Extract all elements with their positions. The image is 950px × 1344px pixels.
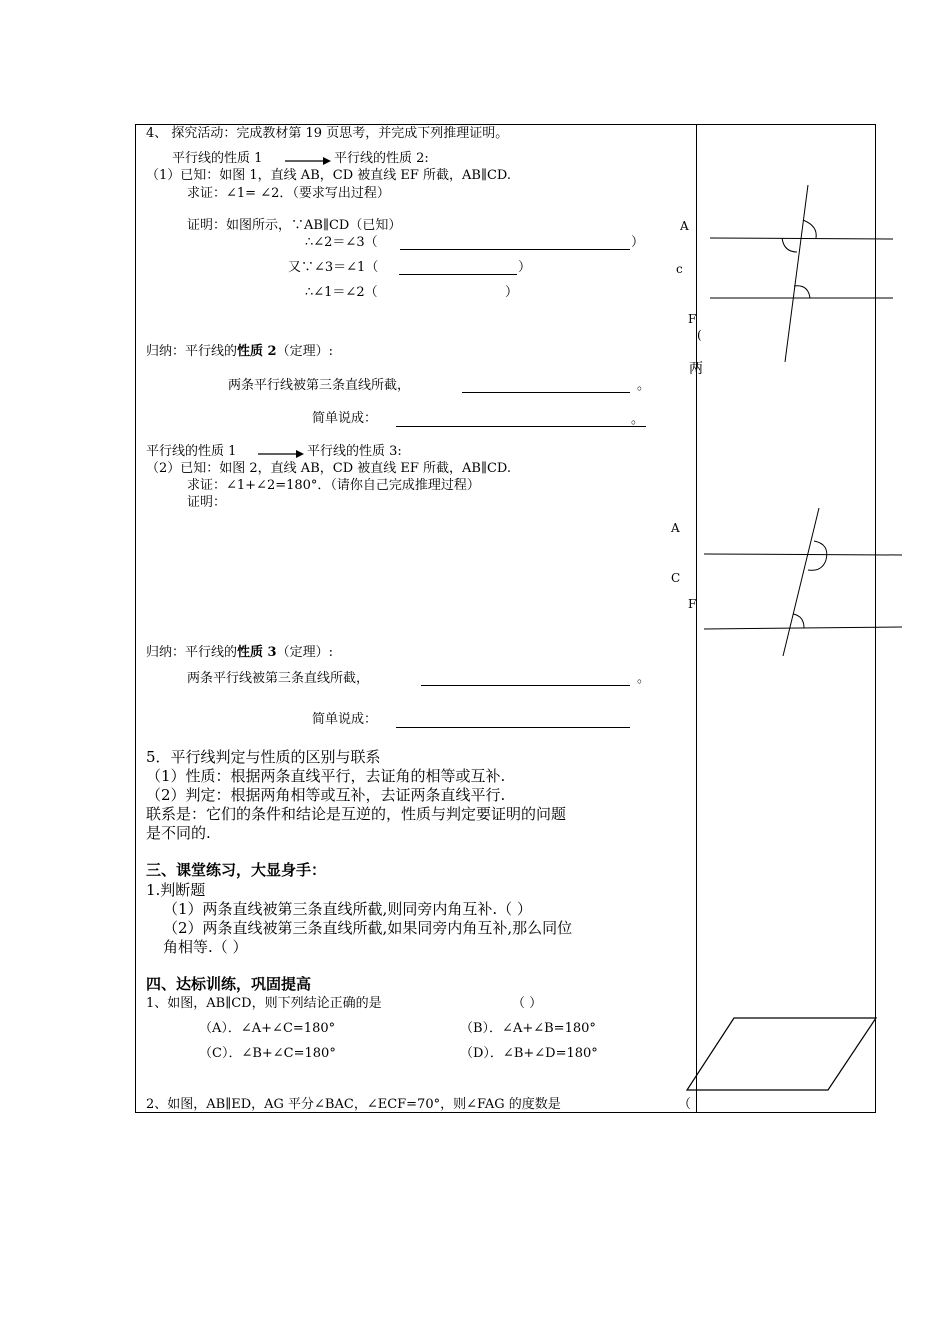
simple-label: 简单说成： (312, 411, 378, 426)
section4b-heading: 四、达标训练，巩固提高 (146, 975, 312, 993)
summary3 (146, 645, 333, 661)
fig1-paren: ( (697, 328, 702, 342)
simple3-label: 简单说成： (312, 712, 378, 727)
close-paren-3: ） (505, 285, 519, 300)
fig1-label-a: A (680, 219, 689, 233)
fig1-label-f: F (688, 312, 697, 326)
q1-given: （1）已知：如图 1，直线 AB，CD 被直线 EF 所截，AB∥CD. (146, 168, 512, 183)
flow2-left: 平行线的性质 1 (146, 444, 237, 459)
fig2-label-f: F (688, 597, 697, 611)
section3-heading: 三、课堂练习，大显身手： (146, 861, 327, 879)
summary2-statement: 两条平行线被第三条直线所截， (228, 378, 411, 393)
exercise1-paren: （ ） (512, 996, 543, 1011)
blank-reason-2[interactable] (399, 274, 517, 275)
blank-summary2[interactable] (462, 392, 630, 393)
s5-line1: （1）性质：根据两条直线平行，去证角的相等或互补. (146, 767, 506, 785)
option-a[interactable]: （A）．∠A+∠C=180° (199, 1021, 336, 1036)
proof-line-1: 证明：如图所示，∵AB∥CD（已知） (187, 218, 402, 233)
section4-heading: 4、 探究活动：完成教材第 19 页思考，并完成下列推理证明。 (146, 126, 509, 141)
figure-2 (700, 500, 905, 665)
proof-line-4: ∴∠1＝∠2（ (305, 285, 378, 300)
option-b[interactable]: （B）．∠A+∠B=180° (460, 1021, 596, 1036)
q2-proof: 证明： (187, 495, 227, 510)
summary2-bold: 性质 2 (237, 344, 277, 359)
blank-summary3[interactable] (421, 685, 630, 686)
s5-line4: 是不同的. (146, 824, 211, 842)
exercise1: 1、如图，AB∥CD，则下列结论正确的是 (146, 996, 382, 1011)
column-divider (696, 124, 697, 1113)
summary2-end: 。 (637, 378, 651, 393)
figure-1 (700, 180, 900, 370)
summary3-bold: 性质 3 (237, 645, 277, 660)
fig2-label-a: A (671, 521, 680, 535)
summary3-tail: （定理）: (276, 645, 333, 660)
summary2 (146, 344, 333, 360)
section3-item1: （1）两条直线被第三条直线所截,则同旁内角互补.（ ） (163, 900, 532, 918)
fig1-label-c: c (676, 262, 683, 276)
arrow-icon (258, 449, 304, 459)
q2-prove: 求证：∠1+∠2=180°．（请你自己完成推理过程） (187, 478, 480, 493)
fig2-label-c: C (671, 571, 681, 585)
blank-simple3[interactable] (396, 727, 630, 728)
proof-line-3: 又∵∠3＝∠1（ (288, 260, 379, 275)
summary2-tail: （定理）: (276, 344, 333, 359)
option-d[interactable]: （D）．∠B+∠D=180° (460, 1046, 598, 1061)
section3-sub: 1.判断题 (146, 881, 206, 899)
fig1-label-liang: 两 (689, 361, 703, 377)
summary3-label: 归纳：平行线的 (146, 645, 238, 660)
blank-reason-1[interactable] (400, 249, 630, 250)
exercise2: 2、如图，AB∥ED，AG 平分∠BAC，∠ECF=70°，则∠FAG 的度数是 (146, 1097, 561, 1112)
figure-3-parallelogram (684, 1012, 880, 1094)
q1-prove: 求证：∠1= ∠2．（要求写出过程） (187, 186, 390, 201)
close-paren-1: ） (631, 235, 645, 250)
summary3-end: 。 (637, 671, 651, 686)
blank-simple2[interactable] (396, 426, 646, 427)
close-paren-2: ） (518, 260, 532, 275)
simple-end: 。 (631, 412, 645, 427)
proof-line-2: ∴∠2＝∠3（ (305, 235, 378, 250)
arrow-icon (285, 156, 331, 166)
flow1-right: 平行线的性质 2: (334, 151, 429, 166)
summary2-label: 归纳：平行线的 (146, 344, 238, 359)
s5-line3: 联系是：它们的条件和结论是互逆的，性质与判定要证明的问题 (146, 805, 567, 823)
exercise2-paren: （ (678, 1097, 692, 1112)
section3-item2: （2）两条直线被第三条直线所截,如果同旁内角互补,那么同位 (163, 919, 573, 937)
option-c[interactable]: （C）．∠B+∠C=180° (199, 1046, 336, 1061)
s5-title: 5．平行线判定与性质的区别与联系 (146, 748, 381, 766)
summary3-statement: 两条平行线被第三条直线所截， (187, 671, 370, 686)
flow1-left: 平行线的性质 1 (172, 151, 263, 166)
section3-item2b: 角相等.（ ） (163, 938, 248, 956)
q2-given: （2）已知：如图 2，直线 AB，CD 被直线 EF 所截，AB∥CD. (146, 461, 512, 476)
s5-line2: （2）判定：根据两角相等或互补，去证两条直线平行. (146, 786, 506, 804)
flow2-right: 平行线的性质 3: (307, 444, 402, 459)
